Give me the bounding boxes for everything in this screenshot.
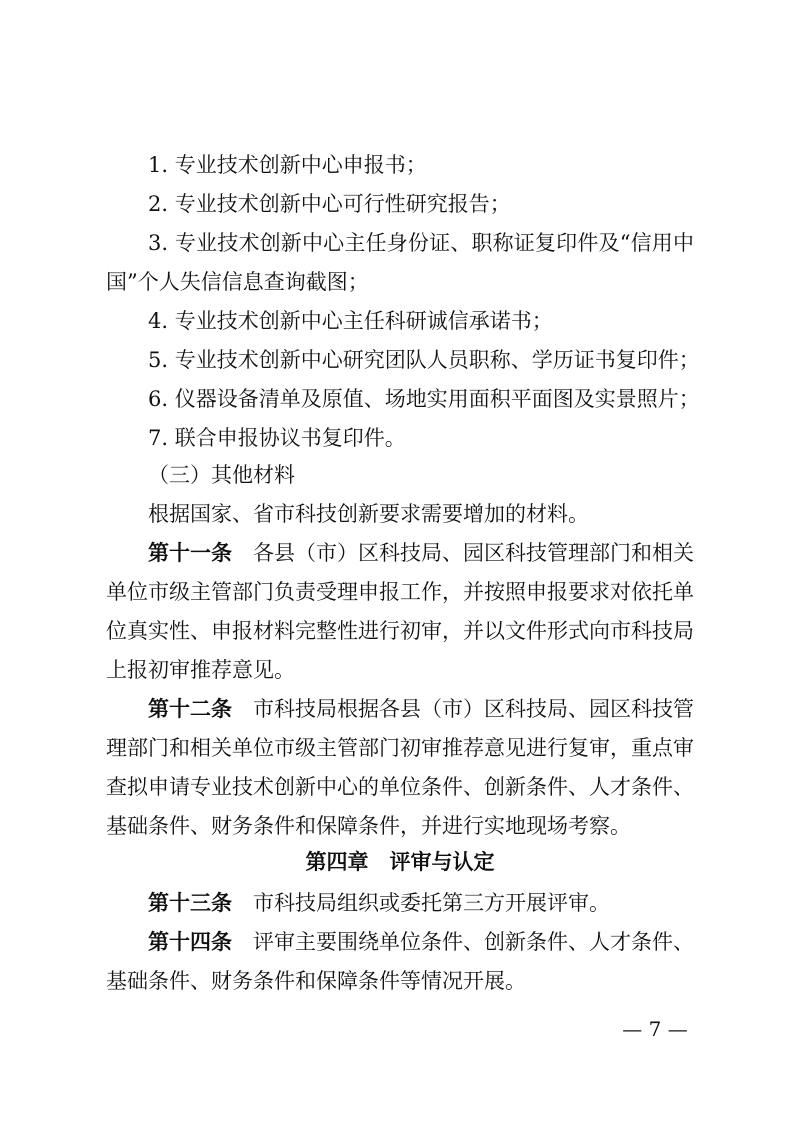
article-label: 第十三条 [148,891,232,915]
article-11-line [0,538,800,568]
list-item: 2. 专业技术创新中心可行性研究报告； [148,192,511,216]
list-item: 7. 联合申报协议书复印件。 [148,426,406,450]
section-title: （三）其他材料 [148,463,295,487]
list-item: 1. 专业技术创新中心申报书； [148,153,427,177]
article-text: 评审主要围绕单位条件、创新条件、人才条件、 [253,930,694,954]
article-14-line: 基础条件、财务条件和保障条件等情况开展。 [106,969,526,993]
article-11-line: 单位市级主管部门负责受理申报工作，并按照申报要求对依托单 [106,580,694,604]
list-item: 5. 专业技术创新中心研究团队人员职称、学历证书复印件； [148,348,700,372]
article-11-line: 位真实性、申报材料完整性进行初审，并以文件形式向市科技局 [106,619,694,643]
page-number: — 7 — [622,1017,688,1041]
list-item: 3. 专业技术创新中心主任身份证、职称证复印件及“信用中 [148,231,694,255]
paragraph: 根据国家、省市科技创新要求需要增加的材料。 [148,502,589,526]
article-text: 市科技局根据各县（市）区科技局、园区科技管 [253,697,694,721]
article-label: 第十四条 [148,930,232,954]
article-13-line [0,888,800,918]
list-item-continuation: 国”个人失信信息查询截图； [106,270,369,294]
article-text: 各县（市）区科技局、园区科技管理部门和相关 [253,541,694,565]
list-item: 4. 专业技术创新中心主任科研诚信承诺书； [148,309,553,333]
article-11-line: 上报初审推荐意见。 [106,658,295,682]
article-14-line [0,927,800,957]
article-12-line: 查拟申请专业技术创新中心的单位条件、创新条件、人才条件、 [106,775,694,799]
article-text: 市科技局组织或委托第三方开展评审。 [253,891,610,915]
article-label: 第十二条 [148,697,232,721]
chapter-heading: 第四章 评审与认定 [305,850,495,874]
article-12-line: 基础条件、财务条件和保障条件，并进行实地现场考察。 [106,814,631,838]
article-12-line [0,694,800,724]
list-item: 6. 仪器设备清单及原值、场地实用面积平面图及实景照片； [148,387,700,411]
article-12-line: 理部门和相关单位市级主管部门初审推荐意见进行复审，重点审 [106,736,694,760]
article-label: 第十一条 [148,541,232,565]
